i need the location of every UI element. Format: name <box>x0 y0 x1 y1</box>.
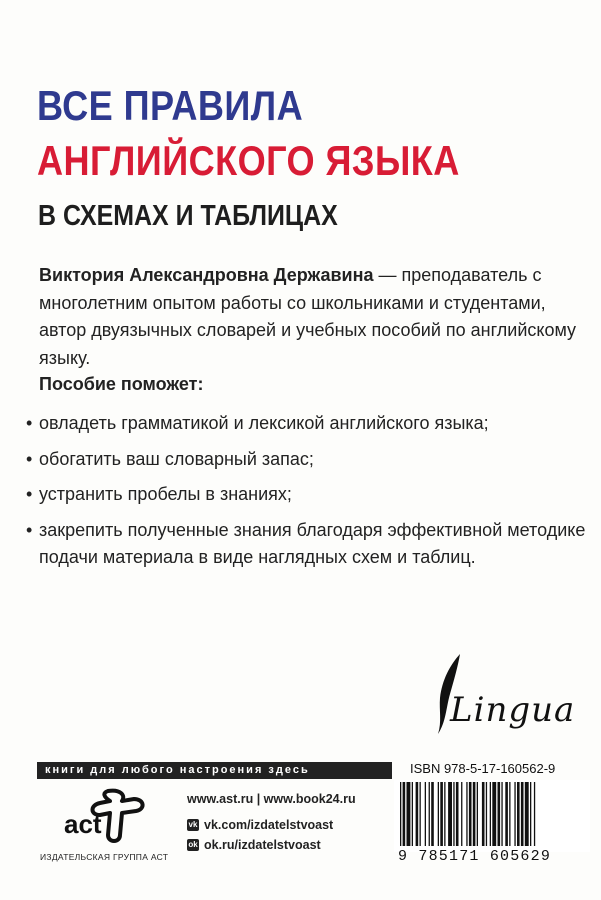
ok-icon: ok <box>188 840 198 849</box>
vk-link[interactable] <box>187 818 333 832</box>
author-description <box>39 262 579 372</box>
title-line-1: ВСЕ ПРАВИЛА <box>37 82 304 129</box>
helps-heading: Пособие поможет: <box>39 374 204 394</box>
vk-icon: vk <box>188 820 198 829</box>
isbn-label: ISBN 978-5-17-160562-9 <box>410 761 556 776</box>
barcode-bars <box>394 780 590 850</box>
barcode <box>394 780 590 852</box>
author-name: Виктория Александровна Державина <box>39 265 374 285</box>
subtitle: В СХЕМАХ И ТАБЛИЦАХ <box>38 200 338 232</box>
ok-link[interactable] <box>187 838 321 852</box>
ok-url: ok.ru/izdatelstvoast <box>204 838 321 852</box>
list-item: • закрепить полученные знания благодаря эффективной методике подачи материала в виде наглядных схем и таблиц. <box>26 517 586 572</box>
ast-logo <box>60 787 150 847</box>
website-links[interactable]: www.ast.ru | www.book24.ru <box>187 792 356 806</box>
title-line-2: АНГЛИЙСКОГО ЯЗЫКА <box>37 137 460 184</box>
list-item: • обогатить ваш словарный запас; <box>26 446 586 474</box>
vk-url: vk.com/izdatelstvoast <box>204 818 334 832</box>
tagline-bar: книги для любого настроения здесь <box>37 762 392 779</box>
benefits-list <box>26 410 586 580</box>
list-item: • овладеть грамматикой и лексикой английского языка; <box>26 410 586 438</box>
publisher-name: ИЗДАТЕЛЬСКАЯ ГРУППА АСТ <box>40 852 169 862</box>
list-item: • устранить пробелы в знаниях; <box>26 481 586 509</box>
series-name: Lingua <box>450 690 576 730</box>
lingua-logo <box>420 650 576 740</box>
author-bio: — преподаватель с многолетним опытом работы со школьниками и студентами, автор двуязычных словарей и учебных пособий по английскому языку. <box>39 265 577 368</box>
barcode-number: 9 785171 605629 <box>398 848 552 865</box>
ast-logo-text: act <box>64 809 102 839</box>
